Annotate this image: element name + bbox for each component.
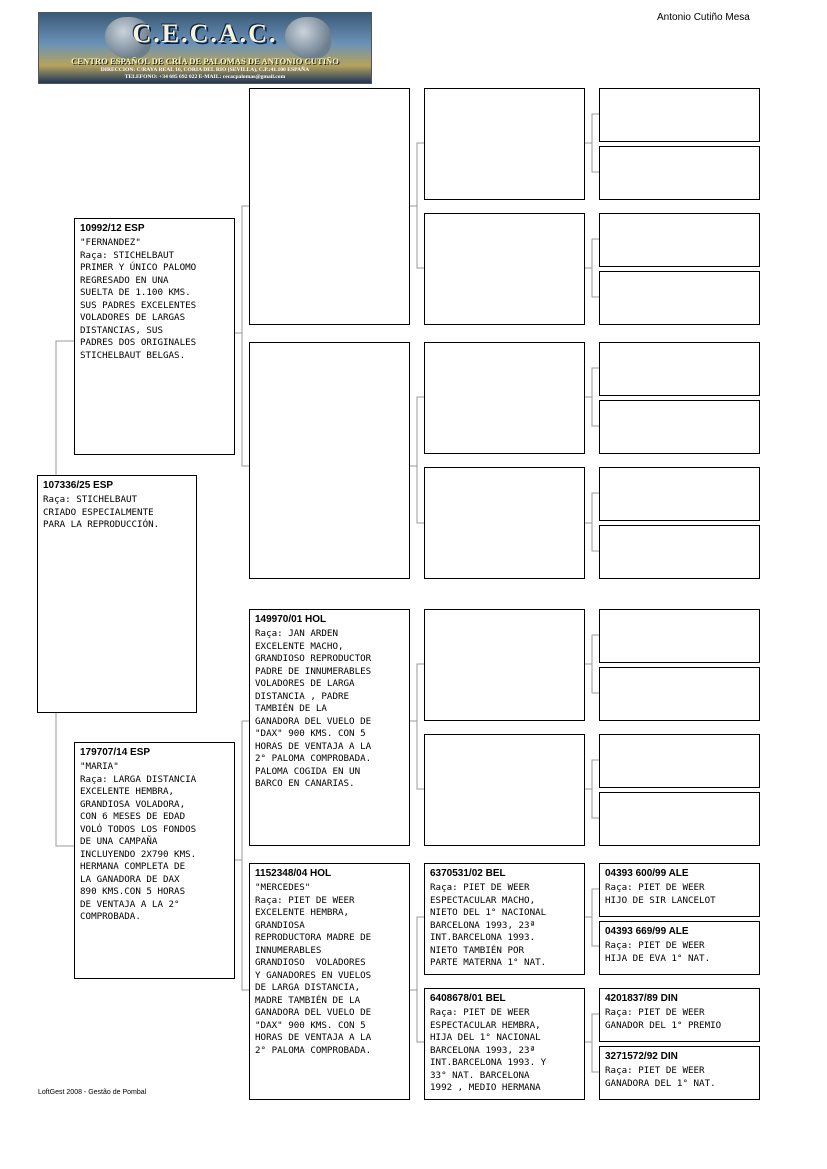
footer-credit: LoftGest 2008 - Gestão de Pombal bbox=[38, 1089, 147, 1096]
gggp-text: Raça: PIET DE WEER HIJA DE EVA 1° NAT. bbox=[605, 940, 711, 964]
sire-sire-card bbox=[249, 88, 410, 325]
gggp-card-1 bbox=[599, 88, 760, 142]
dam-dam-ring: 1152348/04 HOL bbox=[255, 868, 332, 879]
dam-text: "MARIA" Raça: LARGA DISTANCIA EXCELENTE HEMBRA, GRANDIOSA VOLADORA, CON 6 MESES DE EDAD VOLÓ TODOS LOS FONDOS DE UNA CAMPAÑA INCLUYENDO 2X790 KMS. HERMANA COMPLETA DE LA GANADORA DE DAX 890 KMS.CON 5 HORAS DE VENTAJA A LA 2° COMPROBADA. bbox=[80, 761, 197, 922]
ggp-card-3 bbox=[424, 342, 585, 454]
gggp-card-6 bbox=[599, 400, 760, 454]
logo-subtitle: CENTRO ESPAÑOL DE CRÍA DE PALOMAS DE ANTONIO CUTIÑO bbox=[71, 56, 339, 66]
sire-ring: 10992/12 ESP bbox=[80, 223, 145, 234]
dam-dam-text: "MERCEDES" Raça: PIET DE WEER EXCELENTE HEMBRA, GRANDIOSA REPRODUCTORA MADRE DE INNUMERABLES GRANDIOSO VOLADORES Y GANADORES EN VUELOS DE LARGA DISTANCIA, MADRE TAMBIÉN DE LA GANADORA DEL VUELO DE "DAX" 900 KMS. CON 5 HORAS DE VENTAJA A LA 2° PALOMA COMPROBADA. bbox=[255, 882, 372, 1056]
ggp-card-7 bbox=[424, 863, 585, 975]
gggp-ring: 04393 669/99 ALE bbox=[605, 926, 689, 937]
logo-contact: TELEFONO: +34 685 692 022 E-MAIL: cecacpalomas@gmail.com bbox=[124, 74, 286, 80]
ggp-ring: 6370531/02 BEL bbox=[430, 868, 506, 879]
logo-address: DIRECCION: C/RAYA REAL 16, CORIA DEL RIO (SEVILLA), C.P.:41.100 ESPAÑA bbox=[100, 67, 310, 73]
gggp-ring: 04393 600/99 ALE bbox=[605, 868, 689, 879]
gggp-text: Raça: PIET DE WEER GANADORA DEL 1° NAT. bbox=[605, 1065, 716, 1089]
gggp-card-7 bbox=[599, 467, 760, 521]
gggp-card-5 bbox=[599, 342, 760, 396]
gggp-card-4 bbox=[599, 271, 760, 325]
ggp-card-1 bbox=[424, 88, 585, 200]
subject-text: Raça: STICHELBAUT CRIADO ESPECIALMENTE PARA LA REPRODUCCIÓN. bbox=[43, 494, 160, 530]
gggp-card-14 bbox=[599, 921, 760, 975]
ggp-text: Raça: PIET DE WEER ESPECTACULAR HEMBRA, HIJA DEL 1° NACIONAL BARCELONA 1993, 23ª INT.BARCELONA 1993. Y 33° NAT. BARCELONA 1992 , MEDIO HERMANA bbox=[430, 1007, 547, 1093]
gggp-card-16 bbox=[599, 1046, 760, 1100]
gggp-card-13 bbox=[599, 863, 760, 917]
ggp-card-6 bbox=[424, 734, 585, 846]
gggp-text: Raça: PIET DE WEER HIJO DE SIR LANCELOT bbox=[605, 882, 716, 906]
dam-sire-card bbox=[249, 609, 410, 846]
gggp-card-3 bbox=[599, 213, 760, 267]
dam-sire-text: Raça: JAN ARDEN EXCELENTE MACHO, GRANDIOSO REPRODUCTOR PADRE DE INNUMERABLES VOLADORES DE LARGA DISTANCIA , PADRE TAMBIÉN DE LA GANADORA DEL VUELO DE "DAX" 900 KMS. CON 5 HORAS DE VENTAJA A LA 2° PALOMA COMPROBADA. PALOMA COGIDA EN UN BARCO EN CANARIAS. bbox=[255, 628, 372, 789]
gggp-card-10 bbox=[599, 667, 760, 721]
gggp-card-9 bbox=[599, 609, 760, 663]
logo-title: C.E.C.A.C. bbox=[132, 19, 278, 48]
owner-name: Antonio Cutiño Mesa bbox=[657, 12, 750, 23]
dam-dam-card bbox=[249, 863, 410, 1100]
ggp-ring: 6408678/01 BEL bbox=[430, 993, 506, 1004]
gggp-card-12 bbox=[599, 792, 760, 846]
gggp-ring: 4201837/89 DIN bbox=[605, 993, 678, 1004]
ggp-card-8 bbox=[424, 988, 585, 1100]
gggp-ring: 3271572/92 DIN bbox=[605, 1051, 678, 1062]
gggp-text: Raça: PIET DE WEER GANADOR DEL 1° PREMIO bbox=[605, 1007, 722, 1031]
dam-sire-ring: 149970/01 HOL bbox=[255, 614, 327, 625]
subject-ring: 107336/25 ESP bbox=[43, 480, 114, 491]
gggp-card-2 bbox=[599, 146, 760, 200]
gggp-card-15 bbox=[599, 988, 760, 1042]
sire-text: "FERNANDEZ" Raça: STICHELBAUT PRIMER Y ÚNICO PALOMO REGRESADO EN UNA SUELTA DE 1.100 KMS. SUS PADRES EXCELENTES VOLADORES DE LARGAS DISTANCIAS, SUS PADRES DOS ORIGINALES STICHELBAUT BELGAS. bbox=[80, 237, 197, 361]
ggp-card-5 bbox=[424, 609, 585, 721]
sire-card bbox=[74, 218, 235, 455]
sire-dam-card bbox=[249, 342, 410, 579]
subject-pigeon-card bbox=[37, 475, 197, 713]
dam-card bbox=[74, 742, 235, 979]
gggp-card-11 bbox=[599, 734, 760, 788]
ggp-text: Raça: PIET DE WEER ESPECTACULAR MACHO, NIETO DEL 1° NACIONAL BARCELONA 1993, 23ª INT.BARCELONA 1993. NIETO TAMBIÉN POR PARTE MATERNA 1° NAT. bbox=[430, 882, 547, 968]
ggp-card-2 bbox=[424, 213, 585, 325]
dam-ring: 179707/14 ESP bbox=[80, 747, 151, 758]
ggp-card-4 bbox=[424, 467, 585, 579]
gggp-card-8 bbox=[599, 525, 760, 579]
